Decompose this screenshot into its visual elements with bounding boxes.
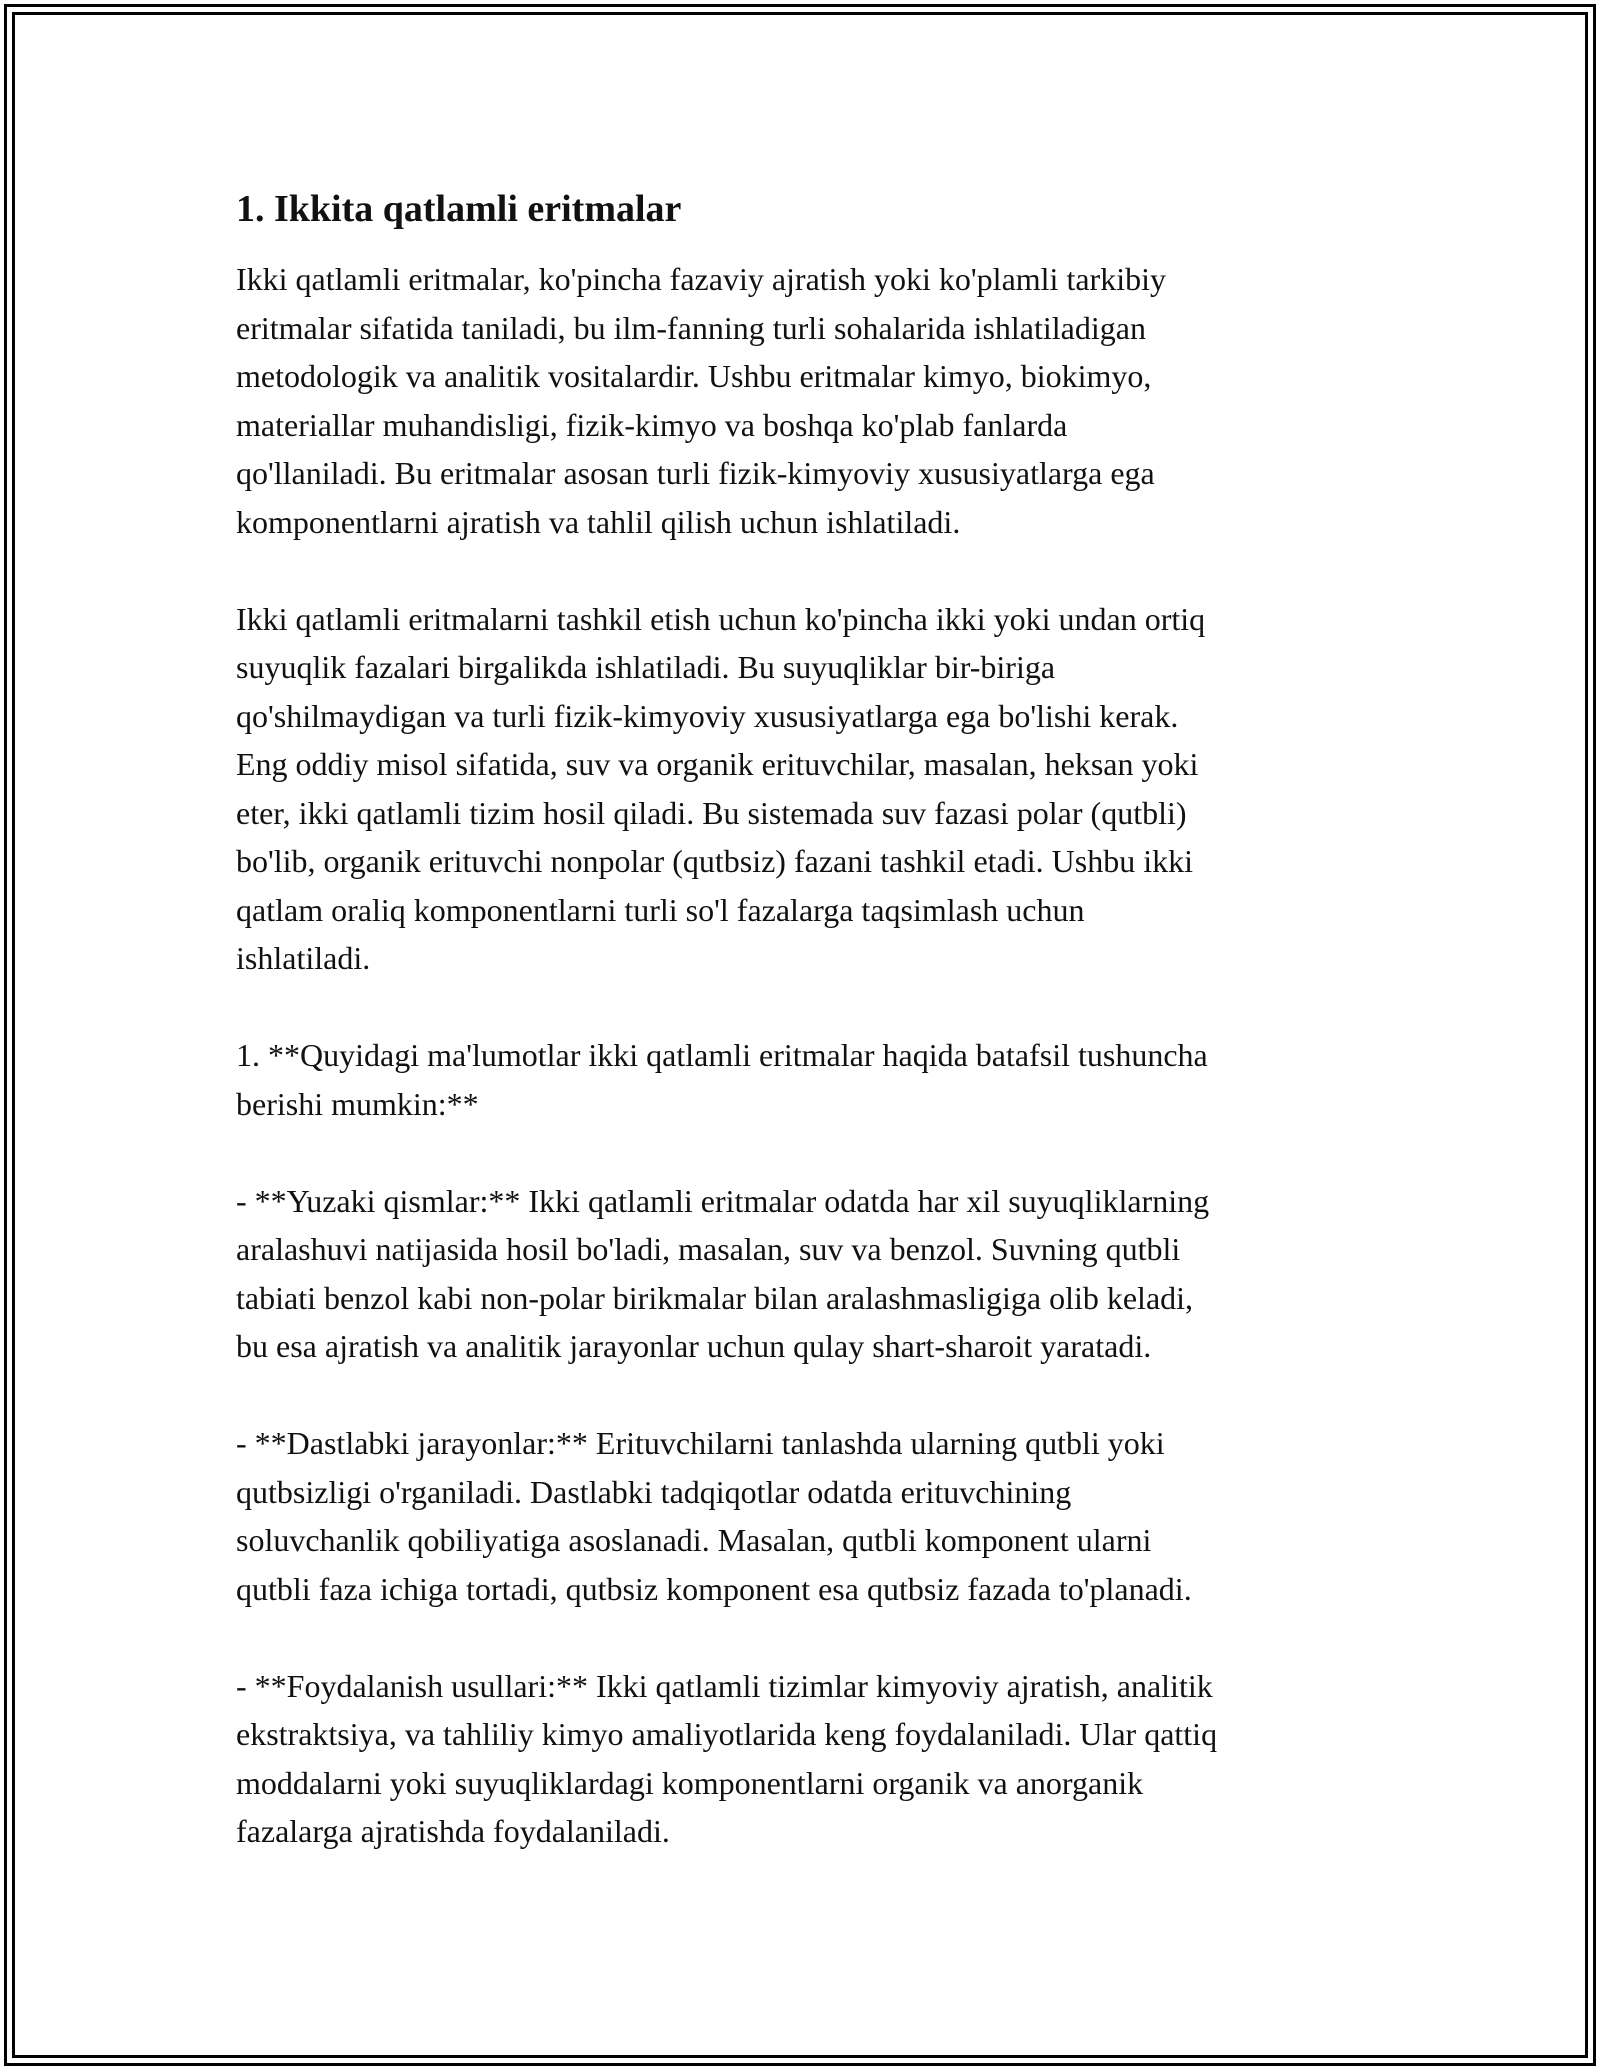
list-item-usage-methods: - **Foydalanish usullari:** Ikki qatlamli tizimlar kimyoviy ajratish, analitik ekstraktsiya, va tahliliy kimyo amaliyotlarida keng foydalaniladi. Ular qattiq moddalarni yoki suyuqliklardagi komponentlarni organik va anorganik fazalarga ajratishda foydalaniladi. (236, 1667, 1218, 1849)
document-body (236, 185, 1376, 1904)
section-heading: 1. Ikkita qatlamli eritmalar (236, 188, 682, 230)
intro-paragraph: Ikki qatlamli eritmalar, ko'pincha fazaviy ajratish yoki ko'plamli tarkibiy eritmalar sifatida taniladi, bu ilm-fanning turli sohalarida ishlatiladigan metodologik va analitik vositalardir. Ushbu eritmalar kimyo, biokimyo, materiallar muhandisligi, fizik-kimyo va boshqa ko'plab fanlarda qo'llaniladi. Bu eritmalar asosan turli fizik-kimyoviy xususiyatlarga ega komponentlarni ajratish va tahlil qilish uchun ishlatiladi. (236, 261, 1166, 540)
list-item-surface-parts: - **Yuzaki qismlar:** Ikki qatlamli eritmalar odatda har xil suyuqliklarning aralashuvi natijasida hosil bo'ladi, masalan, suv va benzol. Suvning qutbli tabiati benzol kabi non-polar birikmalar bilan aralashmasligiga olib keladi, bu esa ajratish va analitik jarayonlar uchun qulay shart-sharoit yaratadi. (236, 1182, 1210, 1364)
list-intro-paragraph: 1. **Quyidagi ma'lumotlar ikki qatlamli eritmalar haqida batafsil tushuncha berishi mumkin:** (236, 1037, 1208, 1122)
list-item-initial-processes: - **Dastlabki jarayonlar:** Erituvchilarni tanlashda ularning qutbli yoki qutbsizligi o'rganiladi. Dastlabki tadqiqotlar odatda erituvchining soluvchanlik qobiliyatiga asoslanadi. Masalan, qutbli komponent ularni qutbli faza ichiga tortadi, qutbsiz komponent esa qutbsiz fazada to'planadi. (236, 1425, 1192, 1607)
structure-paragraph: Ikki qatlamli eritmalarni tashkil etish uchun ko'pincha ikki yoki undan ortiq suyuqlik fazalari birgalikda ishlatiladi. Bu suyuqliklar bir-biriga qo'shilmaydigan va turli fizik-kimyoviy xususiyatlarga ega bo'lishi kerak. Eng oddiy misol sifatida, suv va organik erituvchilar, masalan, heksan yoki eter, ikki qatlamli tizim hosil qiladi. Bu sistemada suv fazasi polar (qutbli) bo'lib, organik erituvchi nonpolar (qutbsiz) fazani tashkil etadi. Ushbu ikki qatlam oraliq komponentlarni turli so'l fazalarga taqsimlash uchun ishlatiladi. (236, 600, 1206, 976)
